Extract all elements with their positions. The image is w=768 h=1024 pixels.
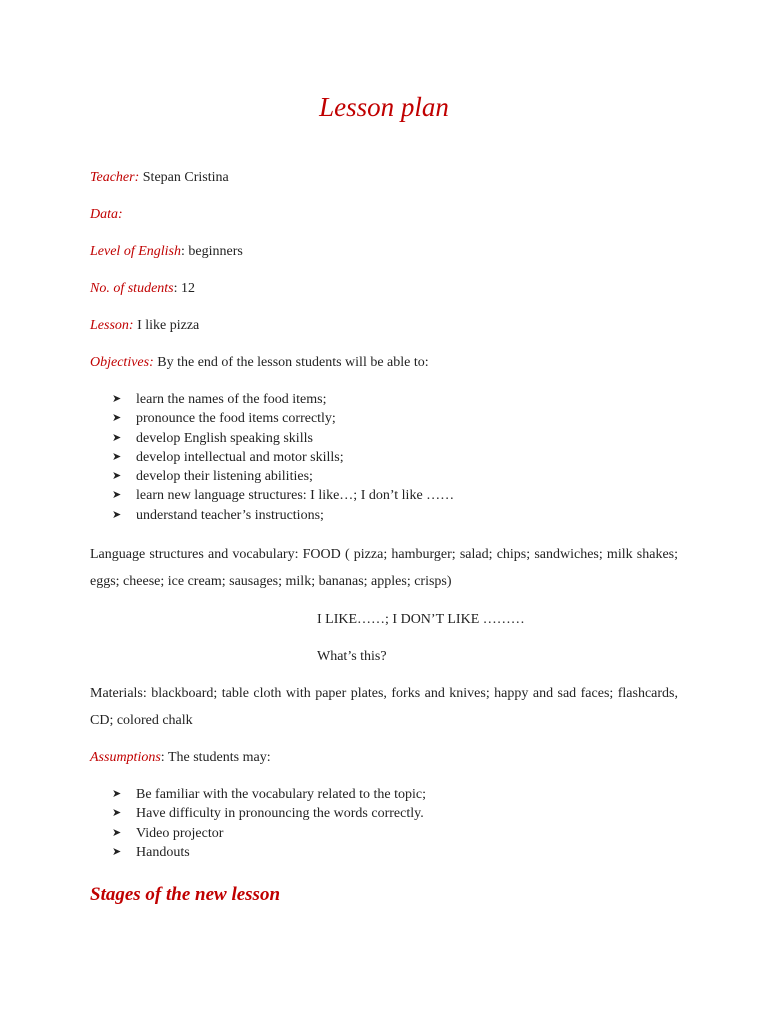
structure-line-1: I LIKE……; I DON’T LIKE ……… <box>317 612 525 627</box>
list-item-text: learn the names of the food items; <box>136 392 327 407</box>
language-structures-paragraph: Language structures and vocabulary: FOOD ( pizza; hamburger; salad; chips; sandwiches; milk shakes; eggs; cheese; ice cream; sausages; milk; bananas; apples; crisps) <box>90 547 678 589</box>
teacher-value: Stepan Cristina <box>142 170 229 185</box>
assumptions-label: Assumptions <box>90 750 161 765</box>
arrowhead-bullet-icon: ➤ <box>112 788 122 800</box>
structure-line-2: What’s this? <box>317 649 387 664</box>
list-item <box>112 785 426 804</box>
list-item <box>112 390 454 409</box>
list-item <box>112 467 454 486</box>
list-item-text: develop English speaking skills <box>136 430 313 446</box>
arrowhead-bullet-icon: ➤ <box>112 412 122 425</box>
teacher-label: Teacher: <box>90 170 140 185</box>
arrowhead-bullet-icon: ➤ <box>112 807 122 820</box>
list-item <box>112 409 454 428</box>
data-label: Data: <box>90 207 123 222</box>
lesson-value: I like pizza <box>137 318 200 333</box>
list-item <box>112 804 426 823</box>
lesson-field <box>90 317 199 335</box>
level-sep: : <box>181 244 189 259</box>
arrowhead-bullet-icon: ➤ <box>112 826 122 839</box>
assumptions-value: The students may: <box>167 750 271 765</box>
list-item-text: develop intellectual and motor skills; <box>136 449 344 465</box>
list-item-text: Be familiar with the vocabulary related to the topic; <box>136 787 427 802</box>
stages-heading: Stages of the new lesson <box>90 884 281 905</box>
arrowhead-bullet-icon: ➤ <box>112 470 122 483</box>
arrowhead-bullet-icon: ➤ <box>112 508 122 521</box>
level-label: Level of English <box>90 244 181 259</box>
arrowhead-bullet-icon: ➤ <box>112 845 122 858</box>
assumptions-sep: : <box>160 750 168 765</box>
arrowhead-bullet-icon: ➤ <box>112 450 122 463</box>
students-value: 12 <box>181 281 196 296</box>
objectives-label: Objectives: <box>90 355 154 370</box>
assumptions-list <box>112 785 426 862</box>
teacher-field <box>90 169 229 187</box>
list-item <box>112 506 454 525</box>
students-sep: : <box>173 281 182 296</box>
list-item-text: learn new language structures: I like…; I don’t like …… <box>136 488 455 504</box>
objectives-field <box>90 354 429 372</box>
list-item <box>112 429 454 448</box>
arrowhead-bullet-icon: ➤ <box>112 393 122 405</box>
list-item <box>112 486 454 505</box>
list-item-text: Video projector <box>136 825 224 841</box>
assumptions-field <box>90 749 271 767</box>
arrowhead-bullet-icon: ➤ <box>112 431 122 444</box>
lesson-label: Lesson: <box>90 318 134 333</box>
list-item-text: pronounce the food items correctly; <box>136 411 336 427</box>
arrowhead-bullet-icon: ➤ <box>112 489 122 502</box>
level-value: beginners <box>188 244 243 259</box>
list-item-text: develop their listening abilities; <box>136 469 313 485</box>
students-label: No. of students <box>90 281 174 296</box>
list-item-text: Have difficulty in pronouncing the words correctly. <box>136 806 424 822</box>
materials-paragraph: Materials: blackboard; table cloth with paper plates, forks and knives; happy and sad faces; flashcards, CD; colored chalk <box>90 686 678 728</box>
list-item <box>112 448 454 467</box>
data-field <box>90 206 123 224</box>
list-item <box>112 824 426 843</box>
students-field <box>90 280 195 298</box>
list-item <box>112 843 426 862</box>
objectives-value: By the end of the lesson students will be able to: <box>157 355 429 370</box>
list-item-text: understand teacher’s instructions; <box>136 507 324 523</box>
list-item-text: Handouts <box>136 844 190 860</box>
level-field <box>90 243 243 261</box>
objectives-list <box>112 390 454 525</box>
page-title: Lesson plan <box>319 92 449 122</box>
